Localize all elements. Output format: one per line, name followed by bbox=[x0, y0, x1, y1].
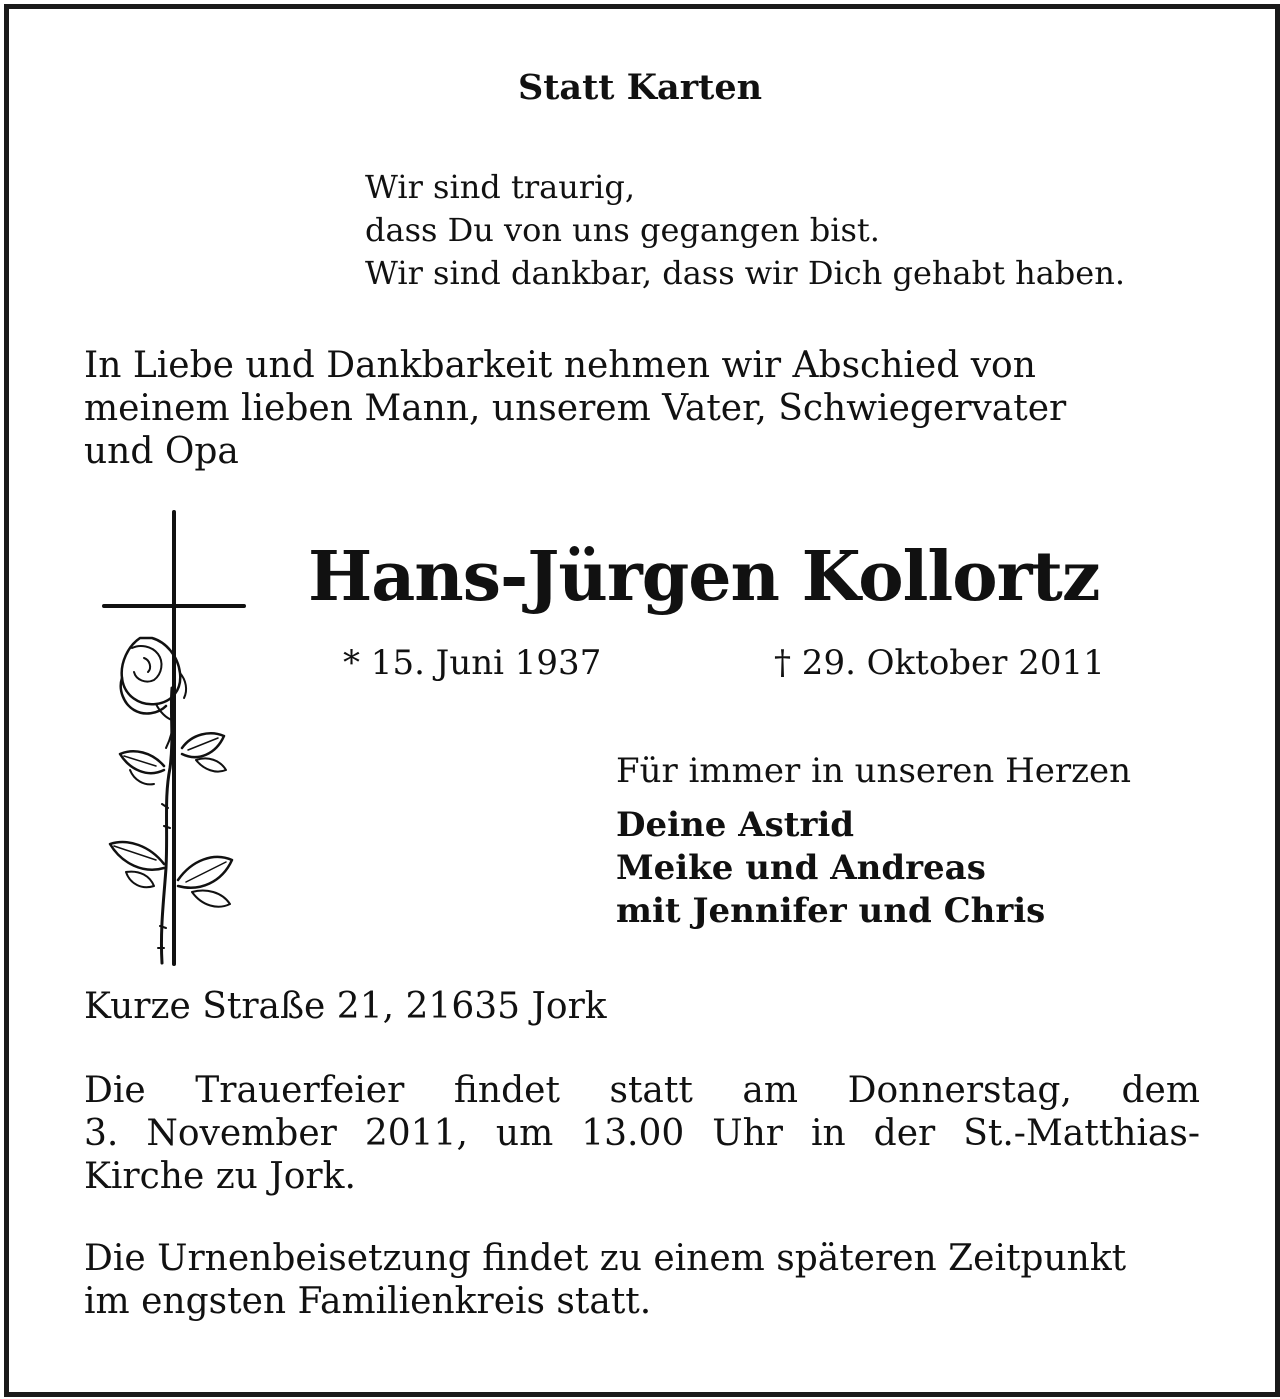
funeral-line: Kirche zu Jork. bbox=[84, 1156, 356, 1197]
birth-date: * 15. Juni 1937 bbox=[343, 643, 602, 683]
poem-line: dass Du von uns gegangen bist. bbox=[365, 211, 880, 249]
mourners bbox=[616, 804, 1045, 933]
death-date: † 29. Oktober 2011 bbox=[774, 643, 1105, 683]
intro-text bbox=[84, 344, 1066, 473]
burial-line: im engsten Familienkreis statt. bbox=[84, 1281, 652, 1322]
motto: Für immer in unseren Herzen bbox=[616, 751, 1132, 791]
deceased-name: Hans-Jürgen Kollortz bbox=[308, 537, 1100, 617]
intro-line: In Liebe und Dankbarkeit nehmen wir Abschied von bbox=[84, 345, 1036, 386]
funeral-line: Die Trauerfeier findet statt am Donnerstag, dem bbox=[84, 1070, 1200, 1111]
poem bbox=[365, 166, 1125, 295]
burial-info bbox=[84, 1237, 1200, 1323]
funeral-line: 3. November 2011, um 13.00 Uhr in der St.-Matthias- bbox=[84, 1113, 1200, 1154]
address: Kurze Straße 21, 21635 Jork bbox=[84, 986, 607, 1027]
mourner-line: Meike und Andreas bbox=[616, 848, 986, 888]
funeral-info bbox=[84, 1069, 1200, 1198]
intro-line: meinem lieben Mann, unserem Vater, Schwiegervater bbox=[84, 388, 1067, 429]
poem-line: Wir sind dankbar, dass wir Dich gehabt haben. bbox=[365, 254, 1125, 292]
notice-heading: Statt Karten bbox=[517, 67, 763, 108]
poem-line: Wir sind traurig, bbox=[365, 168, 635, 206]
mourner-line: Deine Astrid bbox=[616, 805, 855, 845]
cross-with-rose-icon bbox=[100, 508, 250, 970]
mourner-line: mit Jennifer und Chris bbox=[616, 891, 1046, 931]
intro-line: und Opa bbox=[84, 431, 239, 472]
burial-line: Die Urnenbeisetzung findet zu einem späteren Zeitpunkt bbox=[84, 1238, 1127, 1279]
